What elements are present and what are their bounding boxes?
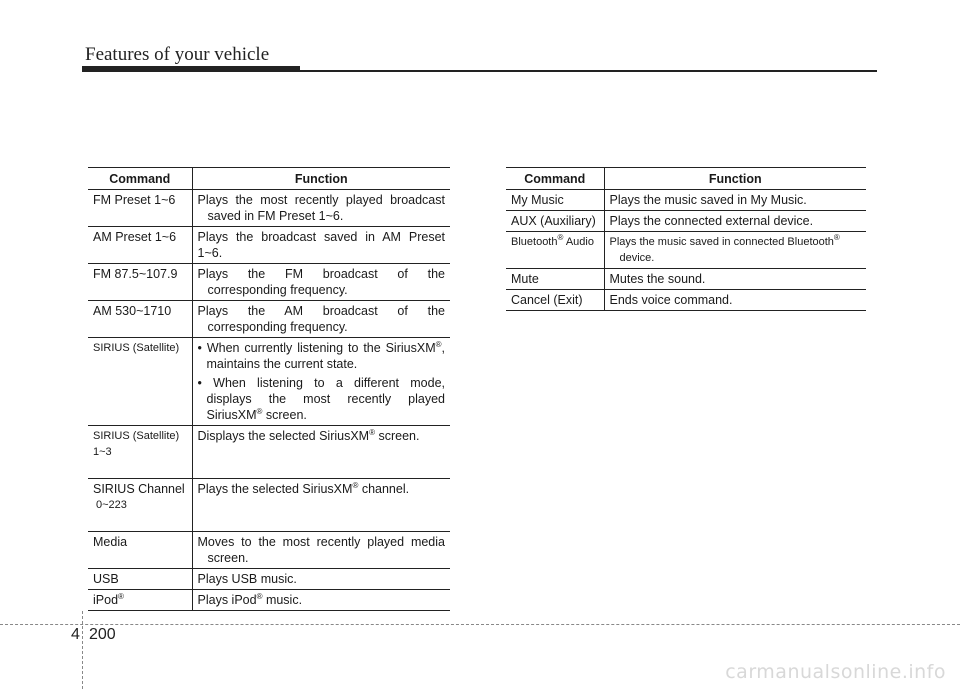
table-row	[506, 190, 866, 211]
function-cell: Displays the selected SiriusXM® screen.	[192, 426, 450, 479]
function-cell: Plays the selected SiriusXM® channel.	[192, 479, 450, 532]
table-header-row	[506, 168, 866, 190]
table-row	[88, 338, 450, 426]
table-row	[88, 301, 450, 338]
function-cell: Plays the most recently played broadcast saved in FM Preset 1~6.	[192, 190, 450, 227]
column-header-command: Command	[88, 168, 192, 190]
footer-divider-vertical	[82, 611, 83, 689]
function-cell: Plays the music saved in My Music.	[604, 190, 866, 211]
table-header-row	[88, 168, 450, 190]
chapter-number: 4	[71, 626, 80, 643]
command-cell: FM Preset 1~6	[88, 190, 192, 227]
function-cell: Plays the broadcast saved in AM Preset 1~6.	[192, 227, 450, 264]
table-row	[88, 227, 450, 264]
column-header-function: Function	[192, 168, 450, 190]
function-cell: Ends voice command.	[604, 290, 866, 311]
function-cell	[192, 338, 450, 426]
voice-command-table-right	[506, 167, 866, 311]
table-row	[88, 479, 450, 532]
header-rule-thick	[82, 66, 300, 72]
bullet-item: • When listening to a different mode, displays the most recently played SiriusXM® screen.	[197, 376, 445, 422]
function-cell: Plays the connected external device.	[604, 211, 866, 232]
command-cell: USB	[88, 569, 192, 590]
function-cell: Plays the AM broadcast of the corresponding frequency.	[192, 301, 450, 338]
table-row	[88, 264, 450, 301]
column-header-function: Function	[604, 168, 866, 190]
table-row	[88, 190, 450, 227]
page-number: 200	[89, 626, 116, 643]
watermark-text: carmanualsonline.info	[725, 661, 946, 683]
command-cell: Media	[88, 532, 192, 569]
command-cell: AM Preset 1~6	[88, 227, 192, 264]
command-cell: AM 530~1710	[88, 301, 192, 338]
table-row	[88, 590, 450, 611]
table-row	[506, 211, 866, 232]
command-cell: SIRIUS (Satellite)	[88, 338, 192, 426]
command-cell: Cancel (Exit)	[506, 290, 604, 311]
function-cell: Plays the FM broadcast of the corresponding frequency.	[192, 264, 450, 301]
table-row	[88, 569, 450, 590]
table-row	[88, 426, 450, 479]
column-header-command: Command	[506, 168, 604, 190]
table-row	[506, 232, 866, 269]
command-cell: Bluetooth® Audio	[506, 232, 604, 269]
function-cell: Mutes the sound.	[604, 269, 866, 290]
command-cell: SIRIUS (Satellite) 1~3	[88, 426, 192, 479]
command-cell: SIRIUS Channel 0~223	[88, 479, 192, 532]
command-cell: FM 87.5~107.9	[88, 264, 192, 301]
footer-divider-horizontal	[0, 624, 960, 625]
command-cell: Mute	[506, 269, 604, 290]
table-row	[88, 532, 450, 569]
command-cell: My Music	[506, 190, 604, 211]
table-row	[506, 290, 866, 311]
function-cell: Plays iPod® music.	[192, 590, 450, 611]
voice-command-table-left	[88, 167, 450, 611]
bullet-item: • When currently listening to the SiriusXM®, maintains the current state.	[197, 340, 445, 371]
function-cell: Plays the music saved in connected Bluetooth® device.	[604, 232, 866, 269]
command-cell: iPod®	[88, 590, 192, 611]
command-cell: AUX (Auxiliary)	[506, 211, 604, 232]
page-header-title: Features of your vehicle	[85, 44, 270, 65]
function-cell: Plays USB music.	[192, 569, 450, 590]
table-row	[506, 269, 866, 290]
function-cell: Moves to the most recently played media screen.	[192, 532, 450, 569]
header-rule-thin	[300, 70, 877, 72]
